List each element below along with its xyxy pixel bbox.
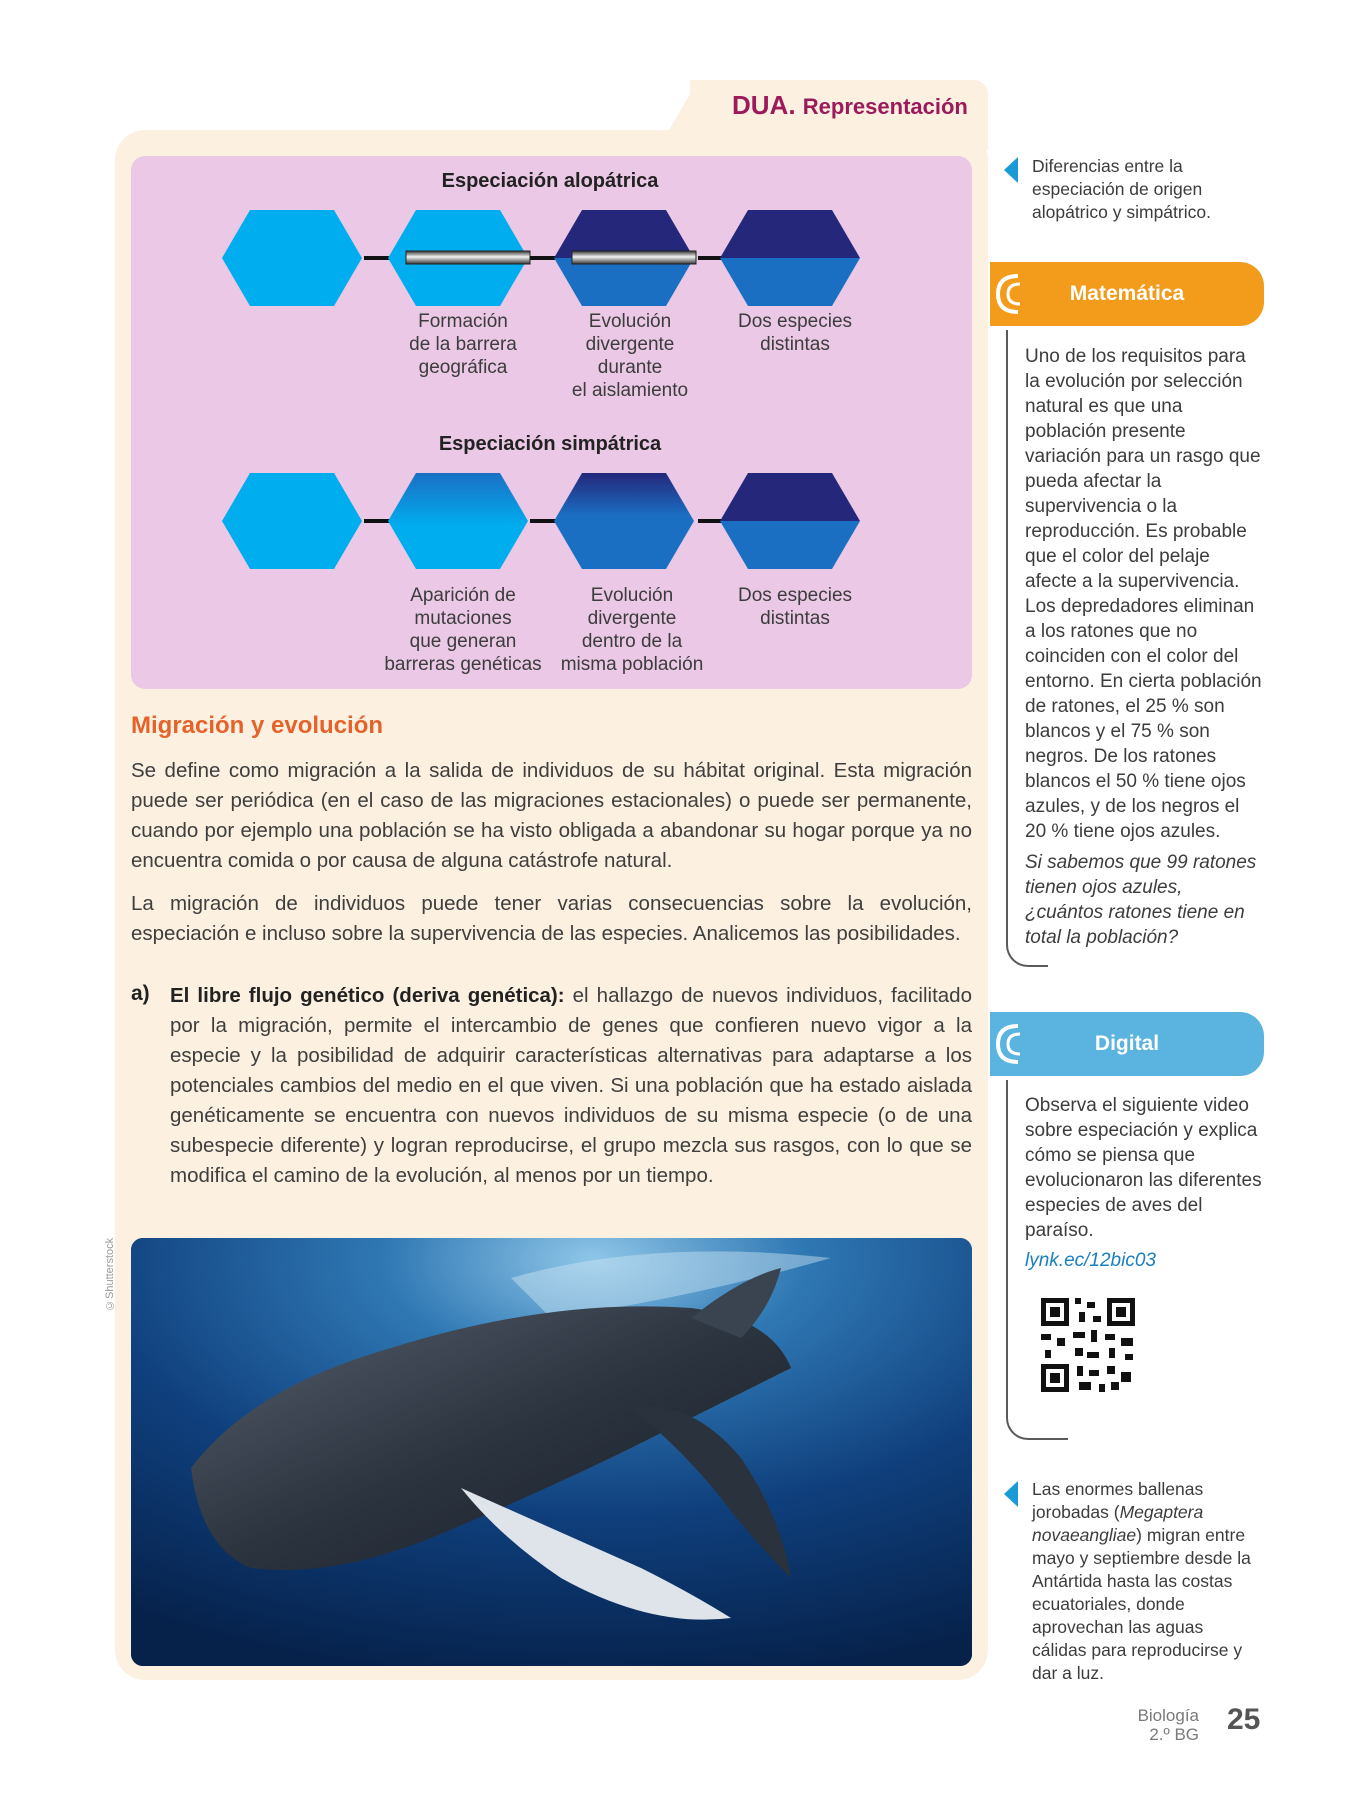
allopatric-hex-4 (716, 206, 866, 310)
sympatric-label-2: Evolución divergente dentro de la misma población (560, 585, 704, 675)
sympatric-title: Especiación simpátrica (438, 433, 662, 455)
sympatric-hex-1 (222, 473, 362, 569)
allopatric-title: Especiación alopátrica (441, 170, 659, 192)
math-box-question: Si sabemos que 99 ratones tienen ojos azules, ¿cuántos ratones tiene en total la población? (1025, 852, 1257, 948)
list-item-gene-flow (170, 981, 972, 1191)
list-item-text: el hallazgo de nuevos individuos, facilitado por la migración, permite el intercambio de genes que confieren nuevo vigor a la especie y la posibilidad de adquirir características alternativas para adaptarse a los potenciales cambios del medio en el que viven. Si una población que ha estado aislada genéticamente se encuentra con nuevos individuos de su misma especie (o de una subespecie diferente) y logran reproducirse, el grupo mezcla sus rasgos, con lo que se modifica el camino de la evolución, al menos por un tiempo. (170, 984, 972, 1187)
allopatric-barrier-2 (572, 251, 696, 264)
sympatric-hex-4 (716, 469, 866, 573)
math-box-title: Matemática (1069, 282, 1185, 305)
digital-box-link[interactable]: lynk.ec/12bic03 (1025, 1250, 1156, 1271)
list-marker: a) (131, 982, 150, 1005)
allopatric-label-1: Formación de la barrera geográfica (409, 311, 517, 378)
dua-subtitle: Representación (802, 94, 968, 119)
dua-strong: DUA. (732, 90, 796, 120)
page-number: 25 (1227, 1703, 1261, 1736)
allopatric-barrier-1 (406, 251, 530, 264)
digital-box-c-icon (990, 1018, 1030, 1070)
side-note-arrow-icon (1004, 157, 1018, 183)
footer-grade: 2.º BG (1149, 1725, 1199, 1744)
side-note-whales (1032, 1478, 1262, 1685)
math-box-body: Uno de los requisitos para la evolución por selección natural es que una población presente variación para un rasgo que pueda afectar la supervivencia o la reproducción. Es probable que el color del pelaje afecte a la supervivencia. Los depredadores eliminan a los ratones que no coinciden con el color del entorno. En cierta población de ratones, el 25 % son blancos y el 75 % son negros. De los ratones blancos el 50 % tiene ojos azules, y de los negros el 20 % tiene ojos azules. (1025, 346, 1262, 842)
footer-subject-name: Biología (1137, 1706, 1199, 1725)
side-note-whales-a: Las enormes ballenas jorobadas ( (1032, 1479, 1204, 1522)
sympatric-hex-3 (554, 473, 694, 569)
photo-credit: ©Shutterstock (104, 1238, 116, 1312)
digital-box-body: Observa el siguiente video sobre especiación y explica cómo se piensa que evolucionaron las diferentes especies de aves del paraíso. (1025, 1095, 1262, 1241)
section-heading: Migración y evolución (131, 712, 384, 739)
side-note-whales-b: ) migran entre mayo y septiembre desde la Antártida hasta las costas ecuatoriales, donde aprovechan las aguas cálidas para reproducirse y dar a luz. (1032, 1525, 1251, 1683)
qr-code-icon[interactable] (1025, 1282, 1151, 1408)
allopatric-label-3: Dos especies distintas (737, 311, 853, 355)
side-note-speciation: Diferencias entre la especiación de origen alopátrico y simpátrico. (1032, 156, 1211, 222)
paragraph-2: La migración de individuos puede tener varias consecuencias sobre la evolución, especiación e incluso sobre la supervivencia de las especies. Analicemos las posibilidades. (131, 892, 972, 945)
sympatric-label-1: Aparición de mutaciones que generan barreras genéticas (384, 585, 542, 675)
sympatric-hex-2 (388, 473, 528, 569)
digital-box-header (990, 1012, 1264, 1076)
footer-subject (1117, 1706, 1199, 1744)
math-box-c-icon (990, 268, 1030, 320)
allopatric-label-2: Evolución divergente durante el aislamiento (571, 311, 689, 401)
paragraph-1: Se define como migración a la salida de individuos de su hábitat original. Esta migración puede ser periódica (en el caso de las migraciones estacionales) o puede ser permanente, cuando por ejemplo una población se ha visto obligada a abandonar su hogar porque ya no encuentra comida o por causa de alguna catástrofe natural. (131, 759, 972, 872)
list-item-title: El libre flujo genético (deriva genética): (170, 984, 565, 1007)
humpback-whale-photo (131, 1238, 972, 1666)
math-box-header (990, 262, 1264, 326)
digital-box-title: Digital (1094, 1032, 1160, 1055)
side-note-arrow-icon (1004, 1481, 1018, 1507)
allopatric-hex-1 (222, 210, 362, 306)
sympatric-label-3: Dos especies distintas (737, 585, 853, 629)
side-note-whales-species: Megaptera novaeangliae (1032, 1502, 1204, 1545)
